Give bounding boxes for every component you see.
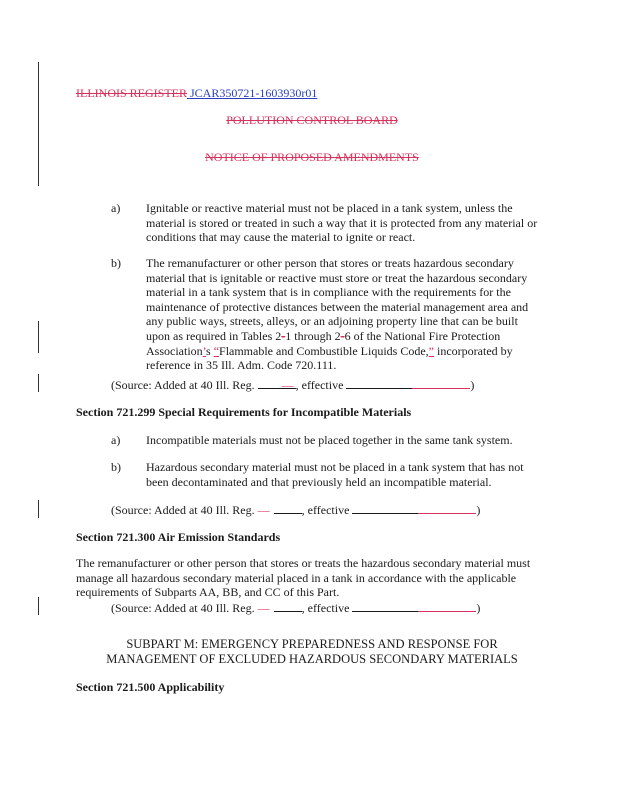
section-721-500-title: Section 721.500 Applicability [76,680,225,694]
subpart-m-line1: SUBPART M: EMERGENCY PREPAREDNESS AND RESPONSE FOR [126,637,498,651]
change-bar-source2 [38,500,39,518]
source-line-721-300: (Source: Added at 40 Ill. Reg. — , effective ) [111,601,481,615]
source-line-721-298: (Source: Added at 40 Ill. Reg. — , effective ) [111,378,475,392]
item-299a-text: Incompatible materials must not be placed together in the same tank system. [146,433,513,447]
change-bar-b [38,321,39,353]
change-bar-source3 [38,597,39,615]
item-299b-label: b) [111,460,121,474]
item-b-label: b) [111,256,121,270]
item-b-text: The remanufacturer or other person that stores or treats hazardous secondary material that is ignitable or reactive must store or treat the hazardous secondary material in a tank system that is in compliance with the requirements for the maintenance of protective distances between the material management area and any public ways, streets, alleys, or an adjoining property line that can be built upon as required in Tables 2-1 through 2-6 of the National Fire Protection Association’s “Flammable and Combustible Liquids Code,” incorporated by reference in 35 Ill. Adm. Code 720.111. [146,256,529,373]
register-new: JCAR350721-1603930r01 [190,86,318,100]
source-line-721-299: (Source: Added at 40 Ill. Reg. — , effective ) [111,503,481,517]
register-header [76,86,317,101]
board-title: POLLUTION CONTROL BOARD [226,113,398,127]
item-299a-label: a) [111,433,121,447]
change-bar-source1 [38,374,39,392]
item-a-label: a) [111,201,121,215]
section-721-299-title: Section 721.299 Special Requirements for Incompatible Materials [76,405,412,419]
section-721-300-text: The remanufacturer or other person that stores or treats the hazardous secondary material must manage all hazardous secondary material placed in a tank in accordance with the applicable requirements of Subparts AA, BB, and CC of this Part. [76,556,531,600]
register-struck: ILLINOIS REGISTER [76,86,187,100]
subpart-m-line2: MANAGEMENT OF EXCLUDED HAZARDOUS SECONDARY MATERIALS [106,652,518,666]
section-721-300-title: Section 721.300 Air Emission Standards [76,530,281,544]
item-299b-text: Hazardous secondary material must not be placed in a tank system that has not been decontaminated and that previously held an incompatible material. [146,460,524,489]
item-a-text: Ignitable or reactive material must not be placed in a tank system, unless the material is stored or treated in such a way that it is protected from any material or conditions that may cause the material to ignite or react. [146,201,538,245]
notice-title: NOTICE OF PROPOSED AMENDMENTS [205,150,419,164]
